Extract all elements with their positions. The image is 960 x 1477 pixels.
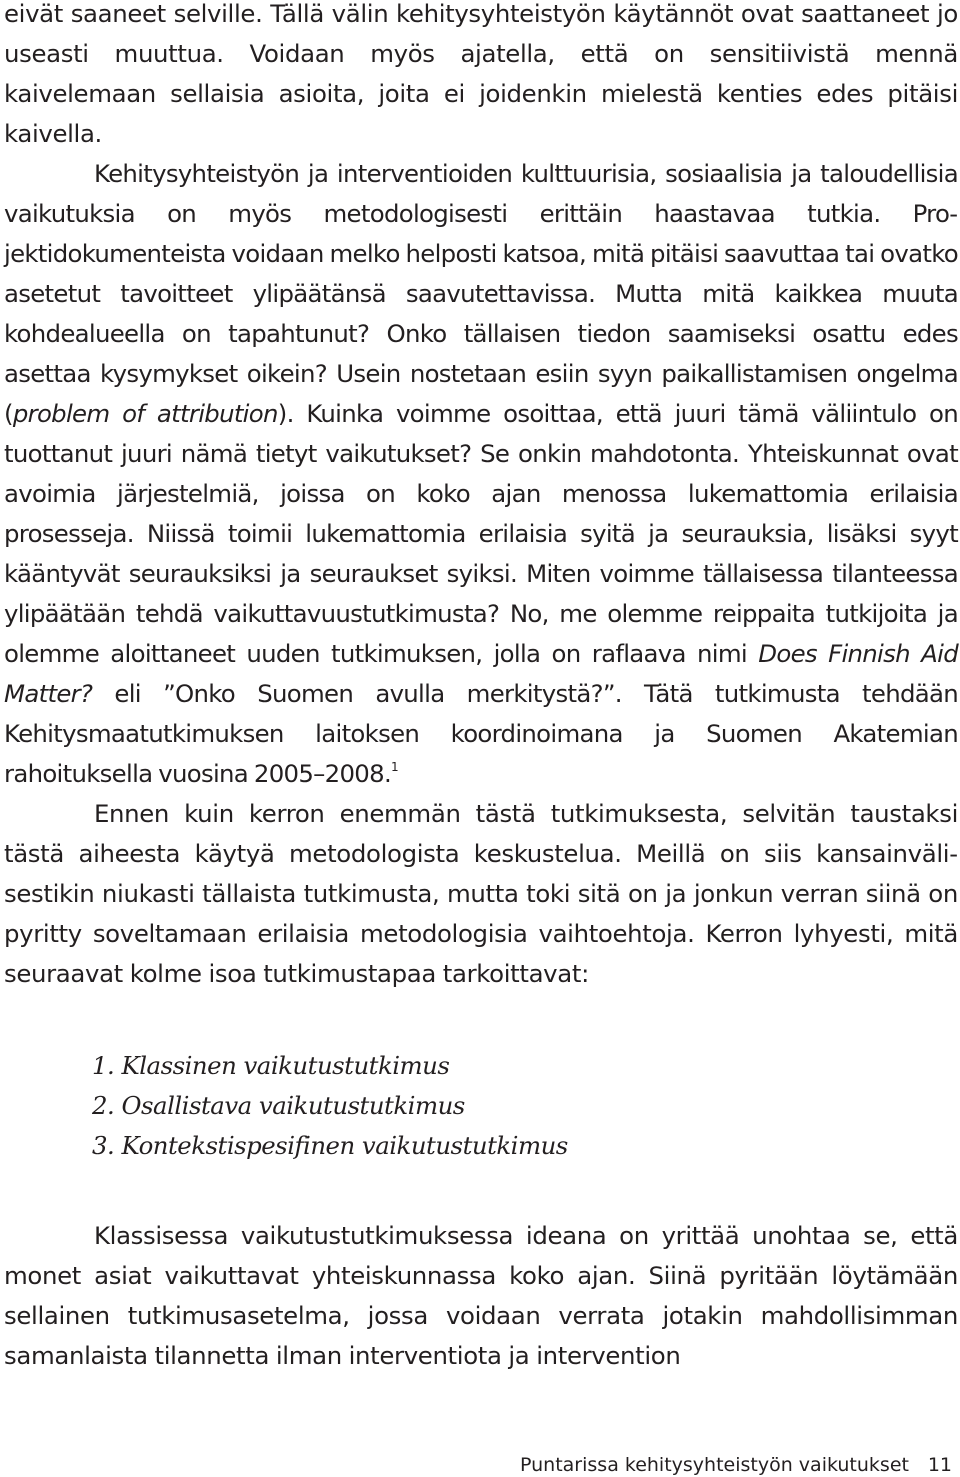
list-item: 2. Osallistava vaikutustutkimus xyxy=(92,1091,465,1120)
research-approaches-list xyxy=(4,1046,958,1166)
page-number: 11 xyxy=(927,1454,952,1476)
footnote-reference[interactable]: 1 xyxy=(391,760,398,774)
list-item: 3. Kontekstispesifinen vaikutustutkimus xyxy=(92,1131,568,1160)
paragraph-classical: Klassisessa vaikutustutkimuksessa ideana on yrittää unohtaa se, että monet asiat vaikuttavat yhteiskunnassa koko ajan. Siinä pyritään löytämään sellainen tutkimusasetelma, jossa voidaan verrata jotakin mahdollisimman samanlaista tilannetta ilman interventiota ja intervention xyxy=(4,1221,958,1370)
document-page xyxy=(4,0,958,1376)
paragraph-text-a: Kehitysyhteistyön ja interventioiden kulttuurisia, sosiaalisia ja taloudellisia vaikutuksia on myös metodologisesti erittäin haastavaa tutkia. Projektidokumenteista voidaan melko helposti katsoa, mitä pitäisi saavuttaa tai ovatko asetetut tavoitteet ylipäätänsä saavutettavissa. Mutta mitä kaikkea muuta kohdealueella on tapahtunut? Onko tällaisen tiedon saamiseksi osattu edes asettaa kysymykset oikein? Usein nostetaan esiin syyn paikallistamisen ongelma ( xyxy=(4,159,958,428)
page-footer xyxy=(520,1453,952,1477)
paragraph-text-b: ). Kuinka voimme osoittaa, että juuri tämä väliintulo on tuottanut juuri nämä tietyt vaikutukset? Se onkin mahdotonta. Yhteiskunnat ovat avoimia järjestelmiä, joissa on koko ajan menossa lukemattomia erilaisia prosesseja. Niissä toimii lukemattomia erilaisia syitä ja seurauksia, lisäksi syyt kääntyvät seurauksiksi ja seuraukset syiksi. Miten voimme tällaisessa tilanteessa ylipäätään tehdä vaikuttavuustutkimusta? No, me olemme reippaita tutkijoita ja olemme aloittaneet uuden tutkimuksen, jolla on raflaava nimi xyxy=(4,399,958,668)
term-problem-of-attribution: problem of attribution xyxy=(12,399,278,428)
paragraph-background: Ennen kuin kerron enemmän tästä tutkimuksesta, selvitän taustaksi tästä aiheesta käytyä metodologista keskustelua. Meillä on siis kansainvälisestikin niukasti tällaista tutkimusta, mutta toki sitä on ja jonkun verran siinä on pyritty soveltamaan erilaisia metodologisia vaihtoehtoja. Kerron lyhyesti, mitä seuraavat kolme isoa tutkimustapaa tarkoittavat: xyxy=(4,799,958,988)
body-text xyxy=(4,0,958,1376)
running-title: Puntarissa kehitysyhteistyön vaikutukset xyxy=(520,1454,909,1476)
list-item: 1. Klassinen vaikutustutkimus xyxy=(92,1051,450,1080)
paragraph-methodology xyxy=(4,154,958,794)
paragraph-continued: eivät saaneet selville. Tällä välin kehitysyhteistyön käytännöt ovat saattaneet jo useasti muuttua. Voidaan myös ajatella, että on sensitiivistä mennä kaivelemaan sellaisia asioita, joita ei joidenkin mielestä kenties edes pitäisi kaivella. xyxy=(4,0,958,148)
paragraph-text-c: eli ”Onko Suomen avulla merkitystä?”. Tätä tutkimusta tehdään Kehitysmaatutkimuksen laitoksen koordinoimana ja Suomen Akatemian rahoituksella vuosina 2005–2008. xyxy=(4,679,958,788)
study-title: Does Finnish Aid Matter? xyxy=(4,639,958,708)
